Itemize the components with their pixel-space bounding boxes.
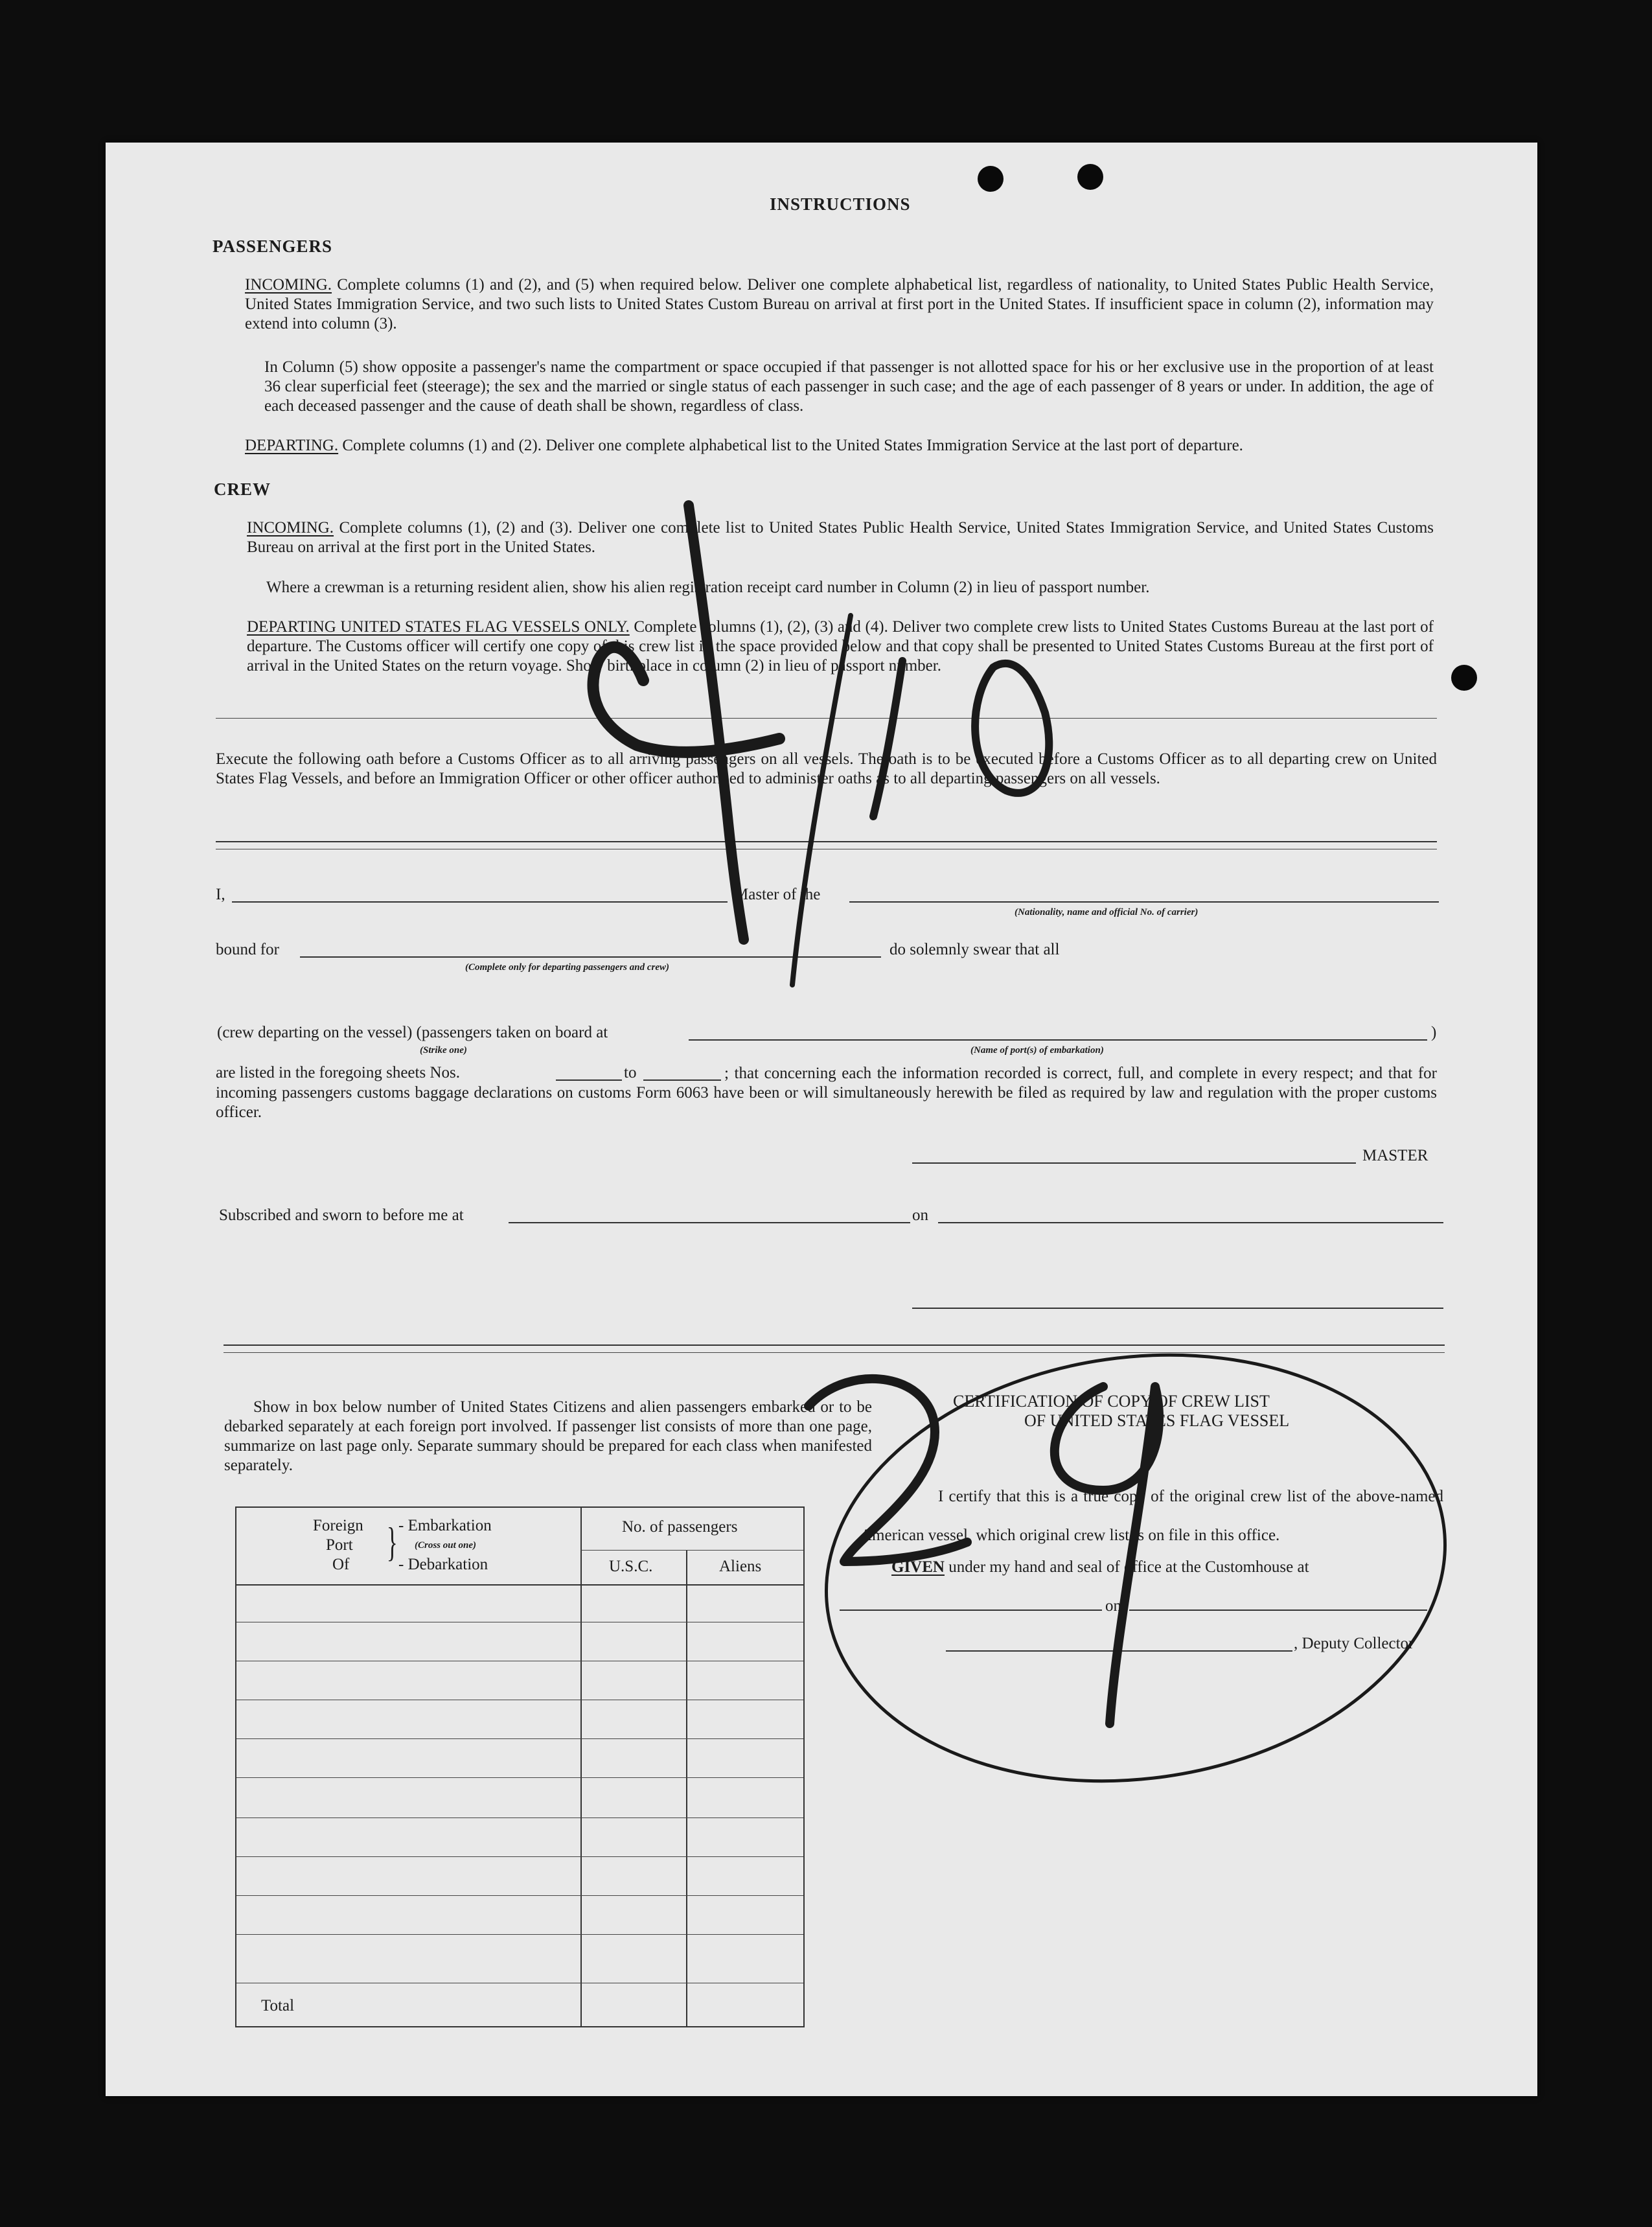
cross-out-caption: (Cross out one) bbox=[415, 1540, 477, 1551]
bound-caption: (Complete only for departing passengers and crew) bbox=[465, 962, 669, 973]
punch-hole bbox=[978, 166, 1004, 192]
crew-heading: CREW bbox=[214, 479, 271, 499]
master-label: MASTER bbox=[1362, 1147, 1428, 1164]
oath-on: on bbox=[912, 1206, 928, 1224]
bound-for-field[interactable] bbox=[300, 956, 881, 958]
oath-crew-departing: (crew departing on the vessel) (passengers taken on board at bbox=[217, 1024, 608, 1041]
table-header-divider bbox=[236, 1584, 803, 1586]
cert-title-1: CERTIFICATION OF COPY OF CREW LIST bbox=[953, 1392, 1270, 1411]
port-col-of: Of bbox=[332, 1556, 350, 1573]
crew-flag-text: Complete columns (1), (2), (3) and (4). Deliver two complete crew lists to United States Customs Bureau at the last port of departure. The Customs officer will certify one copy of this crew list in the space provided below and that copy shall be presented to United States Customs Bureau at the first port of arrival in the United States on the return voyage. Show birthplace in column (2) in lieu of passport number. bbox=[247, 618, 1434, 675]
passengers-incoming bbox=[245, 275, 1434, 334]
passengers-heading: PASSENGERS bbox=[212, 237, 333, 256]
crew-flag-vessels bbox=[247, 617, 1434, 676]
table-col-divider bbox=[580, 1508, 582, 2026]
master-signature-field[interactable] bbox=[912, 1162, 1356, 1164]
crew-incoming bbox=[247, 518, 1434, 557]
handwritten-4 bbox=[689, 505, 744, 940]
oath-listed-a: are listed in the foregoing sheets Nos. bbox=[216, 1064, 460, 1081]
divider bbox=[224, 1344, 1445, 1346]
carrier-caption: (Nationality, name and official No. of carrier) bbox=[1015, 907, 1199, 917]
cert-on: on bbox=[1105, 1597, 1121, 1615]
cert-given-text: under my hand and seal of office at the Customhouse at bbox=[948, 1558, 1309, 1576]
summary-instructions: Show in box below number of United States Citizens and alien passengers embarked or to be debarked separately at each foreign port involved. If passenger list consists of more than one page, summarize on last page only. Separate summary should be prepared for each class when manifested separately. bbox=[224, 1398, 872, 1474]
crew-flag-label: DEPARTING UNITED STATES FLAG VESSELS ONLY. bbox=[247, 618, 630, 636]
table-row-divider bbox=[236, 1738, 803, 1739]
table-subheader-divider bbox=[580, 1550, 803, 1551]
cert-date-field[interactable] bbox=[1129, 1610, 1427, 1611]
table-row-divider bbox=[236, 1777, 803, 1778]
passengers-incoming-text: Complete columns (1) and (2), and (5) when required below. Deliver one complete alphabetical list, regardless of nationality, to United States Public Health Service, United States Immigration Service, and two such lists to United States Custom Bureau on arrival at first port in the United States. If insufficient space in column (2), information may extend into column (3). bbox=[245, 276, 1434, 332]
form-page bbox=[106, 143, 1537, 2096]
deputy-collector-label: , Deputy Collector bbox=[1294, 1635, 1414, 1652]
oath-listed-to: to bbox=[624, 1064, 637, 1081]
ports-caption: (Name of port(s) of embarkation) bbox=[970, 1045, 1104, 1056]
divider bbox=[216, 841, 1437, 842]
handwritten-9 bbox=[1055, 1387, 1159, 1724]
passengers-column5: In Column (5) show opposite a passenger's name the compartment or space occupied if that passenger is not allotted space for his or her exclusive use in the proportion of at least 36 clear superficial feet (steerage); the sex and the married or single status of each passenger in such case; and the age of each passenger of 8 years or under. In addition, the age of each deceased passenger and the cause of death shall be shown, regardless of class. bbox=[264, 358, 1434, 415]
passenger-summary-table bbox=[235, 1506, 805, 2027]
aliens-header: Aliens bbox=[719, 1558, 762, 1575]
oath-i-label: I, bbox=[216, 886, 225, 903]
subscribed-date-field[interactable] bbox=[938, 1222, 1443, 1223]
no-passengers-header: No. of passengers bbox=[622, 1518, 738, 1536]
passengers-departing-text: Complete columns (1) and (2). Deliver one complete alphabetical list to the United States Immigration Service at the last port of departure. bbox=[342, 437, 1243, 454]
debarkation-label: - Debarkation bbox=[398, 1556, 488, 1573]
cert-given bbox=[891, 1558, 1309, 1576]
oath-intro: Execute the following oath before a Customs Officer as to all arriving passengers on all vessels. The oath is to be executed before a Customs Officer as to all departing crew on United States Flag Vessels, and before an Immigration Officer or other officer authorized to administer oaths as to all departing passengers on all vessels. bbox=[216, 750, 1437, 787]
usc-header: U.S.C. bbox=[609, 1558, 653, 1575]
embarkation-ports-field[interactable] bbox=[689, 1039, 1427, 1041]
port-col-foreign: Foreign bbox=[313, 1517, 363, 1534]
subscribed-at-field[interactable] bbox=[509, 1222, 910, 1223]
page-title: INSTRUCTIONS bbox=[770, 194, 911, 214]
oath-master-of: Master of the bbox=[734, 886, 821, 903]
crew-incoming-label: INCOMING. bbox=[247, 519, 334, 537]
table-row-divider bbox=[236, 1817, 803, 1818]
crew-alien-note: Where a crewman is a returning resident alien, show his alien registration receipt card number in Column (2) in lieu of passport number. bbox=[266, 579, 1150, 596]
embarkation-label: - Embarkation bbox=[398, 1517, 492, 1534]
deputy-signature-field[interactable] bbox=[946, 1650, 1292, 1652]
customhouse-field[interactable] bbox=[840, 1610, 1102, 1611]
officer-signature-field[interactable] bbox=[912, 1308, 1443, 1309]
table-row-divider bbox=[236, 1934, 803, 1935]
cert-certify-text: I certify that this is a true copy of the original crew list of the above-named American vessel, which original crew list is on file in this office. bbox=[860, 1488, 1443, 1544]
carrier-field[interactable] bbox=[849, 901, 1439, 903]
master-name-field[interactable] bbox=[232, 901, 728, 903]
divider bbox=[224, 1352, 1445, 1353]
oath-swear: do solemnly swear that all bbox=[889, 941, 1060, 958]
cert-title-2: OF UNITED STATES FLAG VESSEL bbox=[1024, 1411, 1290, 1430]
port-col-port: Port bbox=[326, 1536, 353, 1554]
oath-listed-b-text: ; that concerning each the information recorded is correct, full, and complete in every respect; and that for incoming passengers customs baggage declarations on customs Form 6063 have been or will simultaneously herewith be filed as required by law and regulation with the proper customs officer. bbox=[216, 1065, 1437, 1121]
oath-close-paren: ) bbox=[1431, 1024, 1437, 1041]
strike-one-caption: (Strike one) bbox=[420, 1045, 467, 1056]
divider bbox=[216, 718, 1437, 719]
crew-incoming-text: Complete columns (1), (2) and (3). Deliver one complete list to United States Public Health Service, United States Immigration Service, and United States Customs Bureau on arrival at the first port in the United States. bbox=[247, 519, 1434, 556]
table-row-divider bbox=[236, 1856, 803, 1857]
table-row-divider bbox=[236, 1895, 803, 1896]
handwritten-1 bbox=[873, 661, 902, 816]
passengers-departing bbox=[245, 436, 1434, 456]
passengers-departing-label: DEPARTING. bbox=[245, 437, 339, 454]
brace-icon: } bbox=[386, 1519, 398, 1565]
oath-listed-b bbox=[216, 1064, 1437, 1122]
cert-given-label: GIVEN bbox=[891, 1558, 945, 1576]
punch-hole bbox=[1451, 665, 1477, 691]
punch-hole bbox=[1077, 164, 1103, 190]
oath-subscribed: Subscribed and sworn to before me at bbox=[219, 1206, 464, 1224]
passengers-incoming-label: INCOMING. bbox=[245, 276, 332, 294]
oath-bound-for: bound for bbox=[216, 941, 279, 958]
total-label: Total bbox=[261, 1997, 295, 2014]
